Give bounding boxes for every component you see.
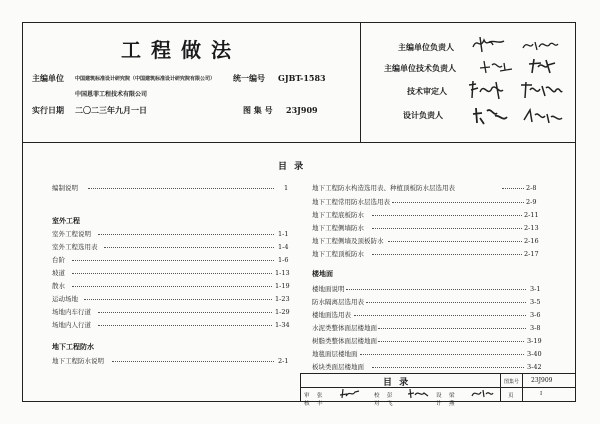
design-name: 梁 燕 bbox=[449, 393, 455, 407]
toc-entry-page: 2-1 bbox=[278, 357, 289, 365]
toc-entry-title: 坡道 bbox=[52, 269, 65, 277]
header-divider-vertical bbox=[360, 22, 361, 142]
atlas-no-label: 图 集 号 bbox=[243, 105, 273, 115]
toc-entry bbox=[52, 183, 292, 193]
title-block-atlas-no: 23J909 bbox=[531, 377, 553, 384]
toc-leader bbox=[354, 315, 526, 316]
toc-entry-title: 楼地面选用表 bbox=[312, 311, 351, 319]
chief-unit-label: 主编单位 bbox=[32, 73, 64, 83]
toc-entry-title: 运动场地 bbox=[52, 295, 78, 303]
signature-review-2 bbox=[518, 80, 564, 102]
toc-entry-title: 地毯面层楼地面 bbox=[312, 350, 358, 358]
unified-no: GJBT-1583 bbox=[278, 73, 326, 83]
toc-entry bbox=[312, 284, 552, 294]
toc-entry-page: 2-13 bbox=[524, 224, 539, 232]
toc-entry-page: 1-29 bbox=[275, 308, 290, 316]
toc-entry bbox=[312, 197, 552, 207]
toc-entry-title: 地下工程顶板防水 bbox=[312, 250, 364, 258]
chief-unit-2: 中国恩菲工程技术有限公司 bbox=[75, 91, 148, 98]
page-label: 页 bbox=[508, 393, 514, 399]
review-name: 张 丰 bbox=[317, 393, 323, 407]
toc-entry bbox=[52, 320, 292, 330]
atlas-no: 23J909 bbox=[286, 105, 318, 115]
resp-label-chief: 主编单位负责人 bbox=[398, 42, 454, 52]
toc-entry-title: 地下工程侧墙防水 bbox=[312, 224, 364, 232]
toc-leader bbox=[366, 302, 526, 303]
toc-leader bbox=[98, 325, 272, 326]
toc-entry-page: 3-8 bbox=[530, 324, 541, 332]
toc-entry-page: 1 bbox=[284, 184, 289, 192]
toc-entry-page: 1-19 bbox=[275, 282, 290, 290]
toc-section-heading: 地下工程防水 bbox=[52, 342, 94, 351]
toc-entry-page: 3-19 bbox=[527, 337, 542, 345]
toc-leader bbox=[98, 234, 274, 235]
toc-entry-page: 2-11 bbox=[524, 211, 539, 219]
toc-entry-title: 地下工程侧墙及顶板防水 bbox=[312, 237, 384, 245]
toc-entry-page: 2-16 bbox=[524, 237, 539, 245]
toc-leader bbox=[346, 289, 526, 290]
toc-entry-title: 地下工程防水构造选用表、种植顶板防水层选用表 bbox=[312, 184, 455, 192]
toc-leader bbox=[88, 188, 274, 189]
toc-leader bbox=[112, 361, 274, 362]
check-label: 校对 bbox=[374, 393, 380, 407]
header-divider-horizontal bbox=[22, 142, 576, 143]
toc-entry bbox=[312, 249, 552, 259]
signature-chief-1 bbox=[470, 34, 508, 54]
unified-no-label: 统一编号 bbox=[233, 73, 265, 83]
resp-label-review: 技术审定人 bbox=[407, 86, 447, 96]
toc-entry-page: 1-13 bbox=[275, 269, 290, 277]
toc-entry bbox=[52, 307, 292, 317]
toc-entry-title: 地下工程常用防水层选用表 bbox=[312, 198, 390, 206]
title-block-top-line bbox=[300, 373, 576, 374]
toc-leader bbox=[84, 299, 272, 300]
resp-label-tech: 主编单位技术负责人 bbox=[384, 63, 456, 73]
toc-leader bbox=[372, 215, 522, 216]
toc-leader bbox=[378, 341, 524, 342]
toc-leader bbox=[72, 273, 272, 274]
toc-leader bbox=[378, 328, 526, 329]
toc-leader bbox=[72, 260, 274, 261]
toc-section-heading: 楼地面 bbox=[312, 269, 333, 278]
toc-entry-title: 室外工程选用表 bbox=[52, 243, 98, 251]
toc-entry bbox=[312, 236, 552, 246]
toc-leader bbox=[392, 202, 524, 203]
toc-leader bbox=[502, 188, 524, 189]
resp-label-design: 设计负责人 bbox=[403, 110, 443, 120]
signature-review-1 bbox=[466, 78, 512, 102]
document-title: 工程做法 bbox=[121, 38, 241, 62]
toc-entry-page: 1-4 bbox=[278, 243, 289, 251]
title-block-divider bbox=[522, 373, 523, 402]
toc-entry-title: 地下工程防水说明 bbox=[52, 357, 104, 365]
toc-entry bbox=[52, 356, 292, 366]
title-block-left-line bbox=[300, 373, 301, 402]
signature-chief-2 bbox=[520, 36, 560, 54]
toc-entry-title: 室外工程说明 bbox=[52, 230, 91, 238]
toc-entry bbox=[312, 223, 552, 233]
toc-entry-page: 1-6 bbox=[278, 256, 289, 264]
toc-entry-title: 散水 bbox=[52, 282, 65, 290]
toc-entry bbox=[312, 310, 552, 320]
toc-leader bbox=[372, 228, 522, 229]
toc-entry bbox=[312, 336, 552, 346]
effective-date: 二〇二三年九月一日 bbox=[75, 105, 147, 115]
check-name: 彭 飞 bbox=[387, 393, 393, 407]
toc-entry bbox=[52, 268, 292, 278]
check-signature bbox=[406, 387, 430, 399]
toc-entry-title: 楼地面说明 bbox=[312, 285, 345, 293]
toc-entry-page: 3-42 bbox=[527, 363, 542, 371]
toc-leader bbox=[360, 354, 524, 355]
toc-entry-page: 2-9 bbox=[526, 198, 537, 206]
signature-tech-2 bbox=[526, 56, 558, 76]
toc-entry bbox=[52, 294, 292, 304]
toc-entry-title: 水泥类整体面层楼地面 bbox=[312, 324, 377, 332]
toc-entry bbox=[312, 349, 552, 359]
title-block-divider bbox=[500, 373, 501, 402]
toc-entry bbox=[312, 362, 552, 372]
toc-entry-page: 1-1 bbox=[278, 230, 289, 238]
toc-section-heading: 室外工程 bbox=[52, 216, 80, 225]
toc-entry-page: 1-23 bbox=[275, 295, 290, 303]
toc-leader bbox=[372, 367, 524, 368]
chief-unit-1: 中国建筑标准设计研究院（中国建筑标准设计研究院有限公司） bbox=[75, 76, 216, 82]
toc-entry bbox=[312, 210, 552, 220]
date-label: 实行日期 bbox=[32, 105, 64, 115]
review-label: 审核 bbox=[304, 393, 310, 407]
title-block-name: 目 录 bbox=[383, 378, 411, 388]
toc-entry bbox=[52, 229, 292, 239]
toc-entry-page: 3-40 bbox=[527, 350, 542, 358]
design-signature bbox=[470, 387, 494, 399]
toc-entry bbox=[52, 255, 292, 265]
toc-entry-page: 3-1 bbox=[530, 285, 541, 293]
toc-leader bbox=[72, 286, 272, 287]
design-label: 设计 bbox=[436, 393, 442, 407]
toc-entry-title: 场地内人行道 bbox=[52, 321, 91, 329]
toc-entry-title: 地下工程底板防水 bbox=[312, 211, 364, 219]
signature-tech-1 bbox=[478, 56, 514, 76]
toc-entry bbox=[312, 323, 552, 333]
toc-entry-title: 场地内车行道 bbox=[52, 308, 91, 316]
toc-entry bbox=[312, 297, 552, 307]
signature-design-1 bbox=[470, 104, 510, 128]
toc-leader bbox=[388, 241, 522, 242]
toc-entry bbox=[52, 281, 292, 291]
toc-entry-page: 1-34 bbox=[275, 321, 290, 329]
toc-entry-page: 3-5 bbox=[530, 298, 541, 306]
toc-entry-page: 2-8 bbox=[526, 184, 537, 192]
toc-heading: 目 录 bbox=[278, 162, 306, 172]
signature-design-2 bbox=[520, 106, 564, 128]
toc-entry-title: 板块类面层楼地面 bbox=[312, 363, 364, 371]
toc-entry-title: 树脂类整体面层楼地面 bbox=[312, 337, 377, 345]
toc-entry-page: 2-17 bbox=[524, 250, 539, 258]
toc-entry bbox=[312, 183, 552, 193]
toc-entry-title: 编制说明 bbox=[52, 184, 78, 192]
title-block-atlas-label: 图集号 bbox=[504, 379, 520, 385]
toc-entry-page: 3-6 bbox=[530, 311, 541, 319]
toc-entry bbox=[52, 242, 292, 252]
toc-leader bbox=[372, 254, 522, 255]
toc-entry-title: 台阶 bbox=[52, 256, 65, 264]
page-no: I bbox=[540, 391, 543, 397]
toc-leader bbox=[104, 247, 274, 248]
toc-entry-title: 防水隔离层选用表 bbox=[312, 298, 364, 306]
toc-leader bbox=[98, 312, 272, 313]
review-signature bbox=[338, 387, 360, 399]
